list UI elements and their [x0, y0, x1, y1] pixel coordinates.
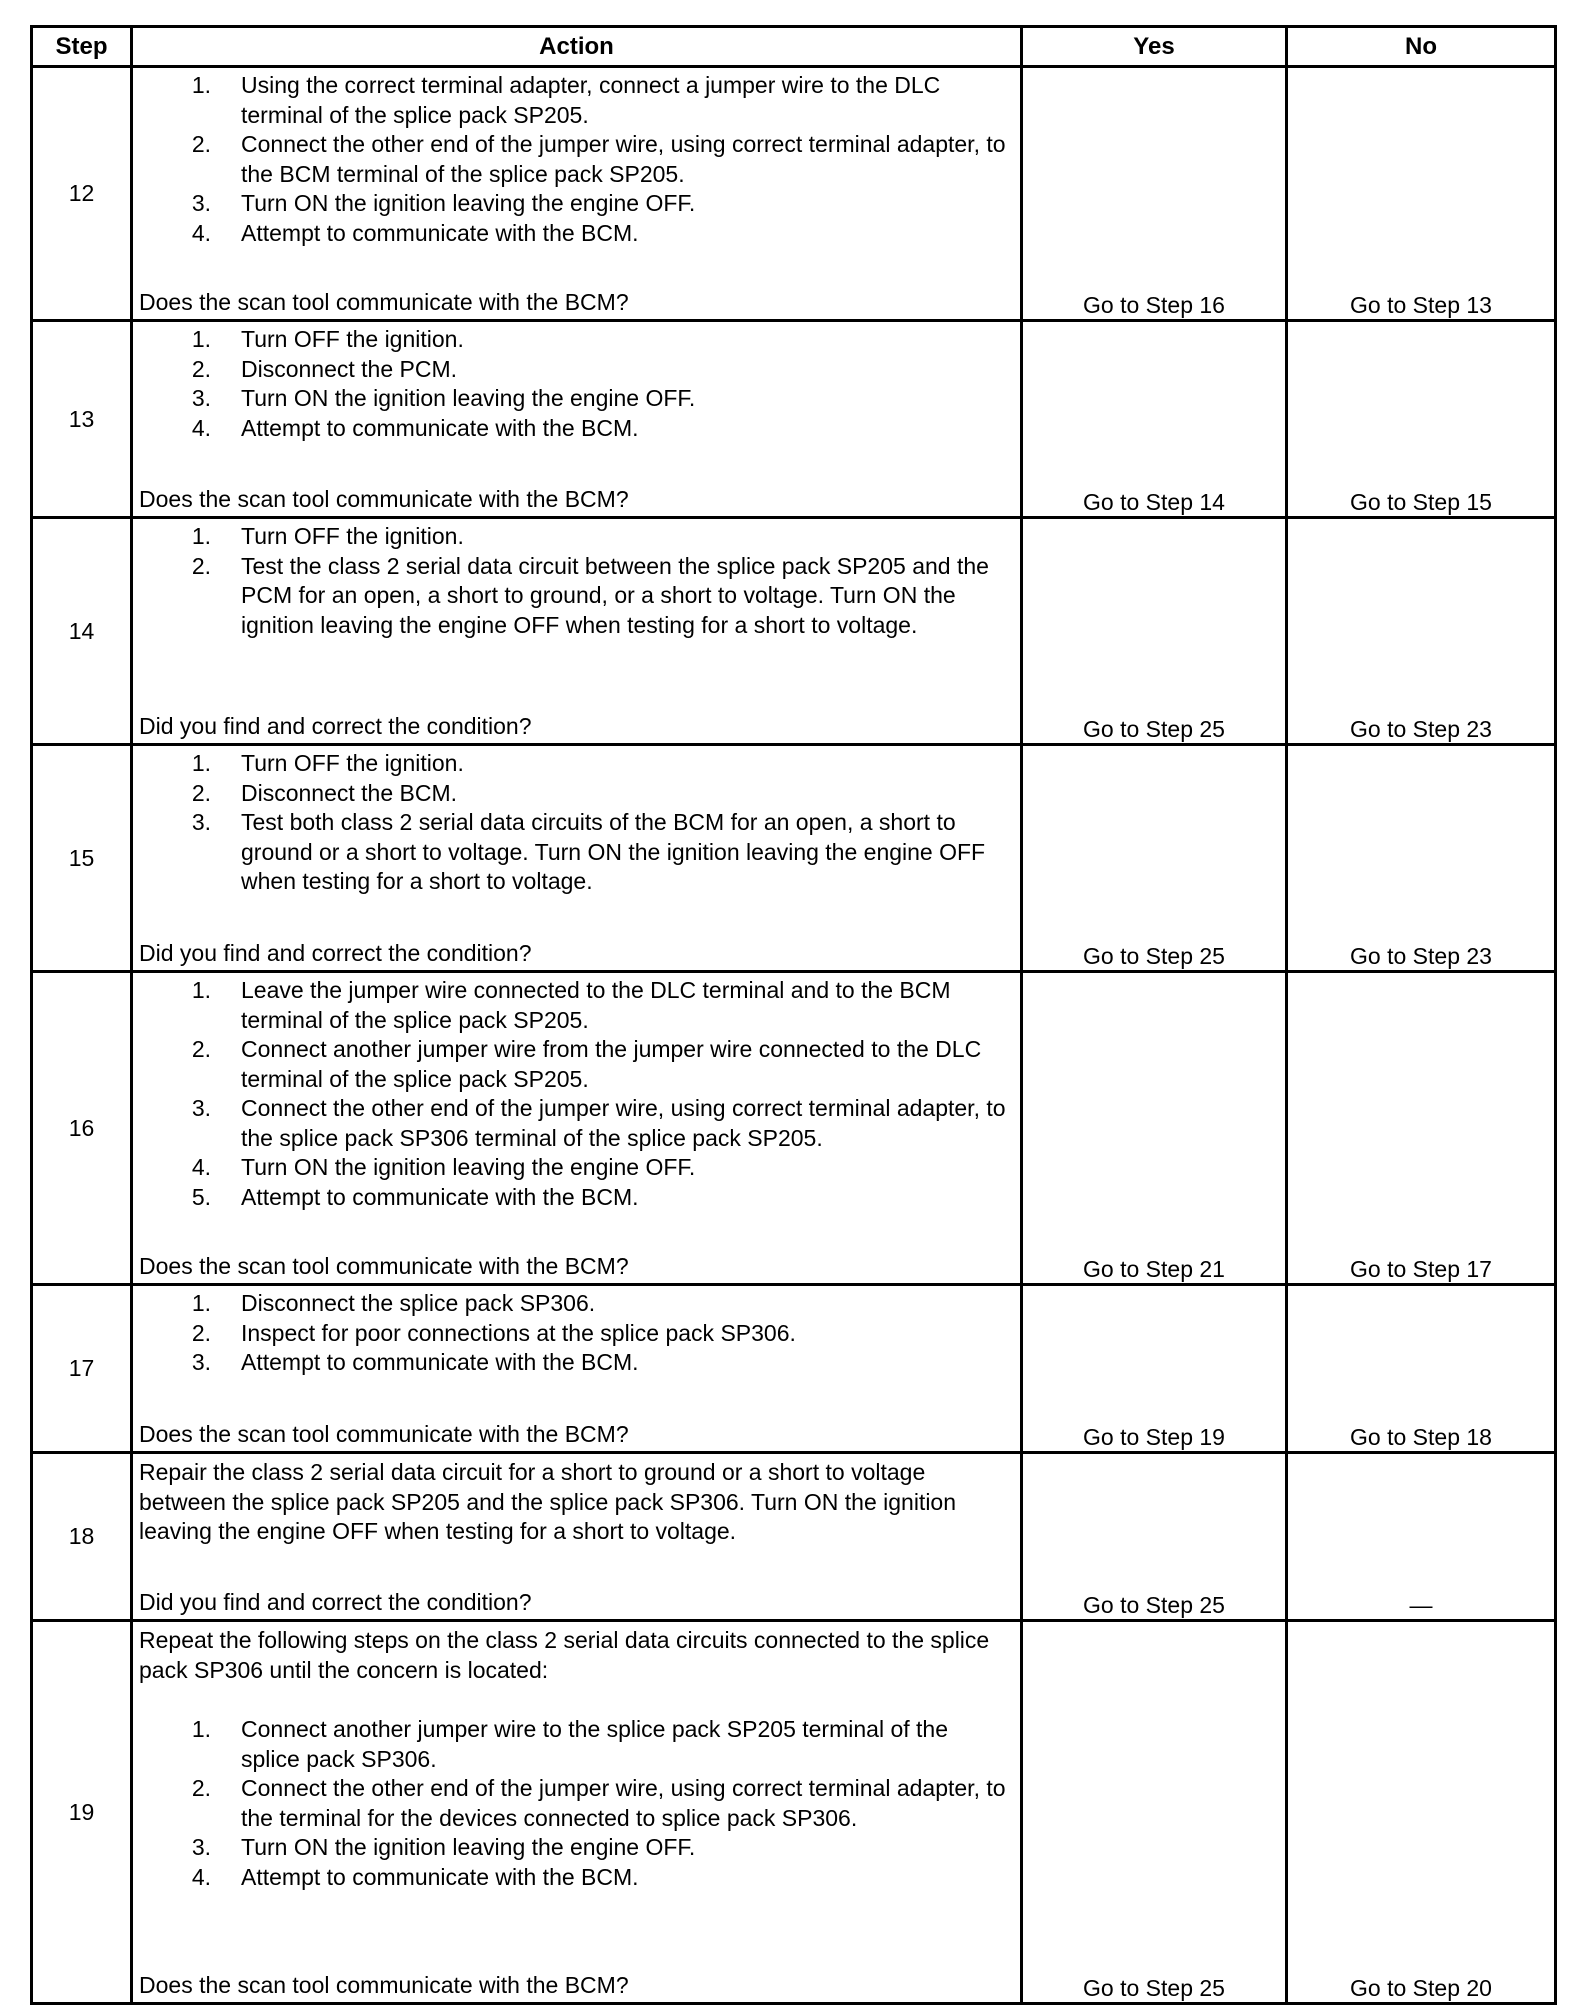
action-question: Does the scan tool communicate with the BCM?: [139, 485, 629, 512]
action-question: Did you find and correct the condition?: [139, 1588, 532, 1615]
action-content: [133, 973, 1020, 1283]
list-item-text: Disconnect the PCM.: [241, 355, 458, 382]
list-item: [133, 749, 1012, 779]
list-item: [133, 1774, 1012, 1833]
action-cell: [132, 1285, 1022, 1453]
action-question: Does the scan tool communicate with the BCM?: [139, 288, 629, 315]
action-steps-list: [133, 519, 1020, 640]
action-cell: [132, 518, 1022, 745]
action-question: Does the scan tool communicate with the BCM?: [139, 1252, 629, 1279]
yes-result: Go to Step 25: [1022, 745, 1287, 972]
list-item-number: 2.: [191, 1319, 211, 1346]
yes-result: Go to Step 21: [1022, 972, 1287, 1285]
action-cell: [132, 745, 1022, 972]
yes-result: Go to Step 25: [1022, 518, 1287, 745]
list-item-number: 4.: [191, 1154, 211, 1180]
step-number: 17: [32, 1285, 132, 1453]
action-content: [133, 322, 1020, 516]
list-item: [133, 189, 1012, 219]
header-no: No: [1287, 27, 1556, 67]
action-question: Does the scan tool communicate with the BCM?: [139, 1971, 629, 1998]
list-item: [133, 1863, 1012, 1893]
list-item: [133, 779, 1012, 809]
action-steps-list: [133, 1685, 1020, 1892]
list-item: [133, 1183, 1012, 1213]
list-item-number: 2.: [191, 131, 211, 157]
list-item-text: Attempt to communicate with the BCM.: [241, 1183, 639, 1210]
list-item-text: Connect the other end of the jumper wire, using correct terminal adapter, to the terminal for the devices connected to splice pack SP306.: [241, 1775, 1006, 1831]
action-content: [133, 519, 1020, 743]
list-item-number: 1.: [191, 326, 211, 352]
list-item-number: 1.: [191, 523, 211, 549]
list-item: [133, 976, 1012, 1035]
action-cell: [132, 67, 1022, 321]
list-item-text: Attempt to communicate with the BCM.: [241, 1863, 639, 1890]
list-item-number: 3.: [191, 1834, 211, 1860]
header-row: [32, 27, 1556, 67]
list-item: [133, 552, 1012, 641]
list-item-text: Attempt to communicate with the BCM.: [241, 1349, 639, 1375]
list-item: [133, 1319, 1012, 1349]
list-item-text: Turn OFF the ignition.: [241, 326, 464, 352]
yes-result: Go to Step 25: [1022, 1621, 1287, 2004]
action-steps-list: [133, 973, 1020, 1212]
action-question: Did you find and correct the condition?: [139, 939, 532, 966]
table-body: [32, 67, 1556, 2004]
step-number: 18: [32, 1453, 132, 1621]
list-item-text: Test the class 2 serial data circuit between the splice pack SP205 and the PCM for an open, a short to ground, or a short to voltage. Turn ON the ignition leaving the engine OFF when testing for a short to voltage.: [241, 552, 989, 638]
list-item: [133, 522, 1012, 552]
list-item: [133, 384, 1012, 414]
list-item-text: Disconnect the BCM.: [241, 779, 458, 806]
list-item-number: 1.: [191, 1290, 211, 1316]
list-item: [133, 808, 1012, 897]
list-item: [133, 1348, 1012, 1378]
action-steps-list: [133, 322, 1020, 443]
header-yes: Yes: [1022, 27, 1287, 67]
table-row: [32, 518, 1556, 745]
action-cell: [132, 321, 1022, 518]
list-item-number: 5.: [191, 1183, 211, 1210]
action-intro: Repeat the following steps on the class 2 serial data circuits connected to the splice pack SP306 until the concern is located:: [139, 1627, 990, 1683]
step-number: 14: [32, 518, 132, 745]
no-result: Go to Step 23: [1287, 745, 1556, 972]
list-item-text: Connect the other end of the jumper wire, using correct terminal adapter, to the BCM terminal of the splice pack SP205.: [241, 131, 1006, 187]
list-item-number: 3.: [191, 1095, 211, 1121]
action-question: Did you find and correct the condition?: [139, 712, 532, 739]
list-item-text: Turn ON the ignition leaving the engine OFF.: [241, 385, 696, 411]
no-result: Go to Step 15: [1287, 321, 1556, 518]
list-item: [133, 71, 1012, 130]
list-item-number: 2.: [191, 1036, 211, 1062]
list-item-text: Turn ON the ignition leaving the engine OFF.: [241, 1834, 696, 1860]
table-row: [32, 745, 1556, 972]
no-result: Go to Step 13: [1287, 67, 1556, 321]
list-item-text: Attempt to communicate with the BCM.: [241, 414, 639, 441]
list-item-number: 2.: [191, 1775, 211, 1801]
list-item-number: 4.: [191, 219, 211, 246]
list-item-number: 3.: [191, 385, 211, 411]
yes-result: Go to Step 16: [1022, 67, 1287, 321]
action-steps-list: [133, 746, 1020, 897]
table-row: [32, 1621, 1556, 2004]
action-steps-list: [133, 68, 1020, 248]
action-steps-list: [133, 1286, 1020, 1378]
action-content: [133, 1454, 1020, 1619]
step-number: 13: [32, 321, 132, 518]
step-number: 12: [32, 67, 132, 321]
diagnostic-table: [30, 25, 1557, 2005]
table-row: [32, 67, 1556, 321]
table-row: [32, 321, 1556, 518]
list-item-number: 2.: [191, 355, 211, 382]
header-action: Action: [132, 27, 1022, 67]
list-item-text: Connect another jumper wire to the splice pack SP205 terminal of the splice pack SP306.: [241, 1716, 948, 1772]
yes-result: Go to Step 14: [1022, 321, 1287, 518]
list-item-number: 4.: [191, 1863, 211, 1890]
yes-result: Go to Step 25: [1022, 1453, 1287, 1621]
step-number: 16: [32, 972, 132, 1285]
no-result: —: [1287, 1453, 1556, 1621]
yes-result: Go to Step 19: [1022, 1285, 1287, 1453]
list-item: [133, 414, 1012, 444]
list-item: [133, 1094, 1012, 1153]
action-question: Does the scan tool communicate with the BCM?: [139, 1420, 629, 1447]
list-item: [133, 1289, 1012, 1319]
action-content: [133, 1622, 1020, 2002]
header-step: Step: [32, 27, 132, 67]
list-item-number: 2.: [191, 552, 211, 579]
action-content: [133, 1286, 1020, 1451]
list-item: [133, 355, 1012, 385]
list-item-text: Turn ON the ignition leaving the engine OFF.: [241, 1154, 696, 1180]
list-item: [133, 219, 1012, 249]
list-item-text: Leave the jumper wire connected to the DLC terminal and to the BCM terminal of the splice pack SP205.: [241, 977, 951, 1033]
action-cell: [132, 972, 1022, 1285]
list-item-number: 1.: [191, 750, 211, 776]
list-item-number: 4.: [191, 414, 211, 441]
list-item-number: 1.: [191, 72, 211, 98]
list-item-number: 3.: [191, 809, 211, 835]
list-item-number: 1.: [191, 977, 211, 1003]
no-result: Go to Step 20: [1287, 1621, 1556, 2004]
list-item: [133, 1833, 1012, 1863]
list-item-text: Turn OFF the ignition.: [241, 750, 464, 776]
table-row: [32, 1453, 1556, 1621]
list-item-text: Inspect for poor connections at the splice pack SP306.: [241, 1319, 796, 1346]
list-item-text: Turn OFF the ignition.: [241, 523, 464, 549]
list-item-text: Connect the other end of the jumper wire, using correct terminal adapter, to the splice pack SP306 terminal of the splice pack SP205.: [241, 1095, 1006, 1151]
list-item: [133, 325, 1012, 355]
action-intro: Repair the class 2 serial data circuit for a short to ground or a short to voltage between the splice pack SP205 and the splice pack SP306. Turn ON the ignition leaving the engine OFF when testing for a short to voltage.: [139, 1459, 957, 1544]
list-item-number: 1.: [191, 1716, 211, 1742]
action-cell: [132, 1453, 1022, 1621]
list-item-text: Disconnect the splice pack SP306.: [241, 1290, 596, 1316]
list-item-text: Test both class 2 serial data circuits of the BCM for an open, a short to ground or a short to voltage. Turn ON the ignition leaving the engine OFF when testing for a short to voltage.: [241, 809, 986, 894]
list-item-number: 3.: [191, 190, 211, 216]
list-item-number: 2.: [191, 779, 211, 806]
list-item-number: 3.: [191, 1349, 211, 1375]
list-item: [133, 1035, 1012, 1094]
list-item-text: Turn ON the ignition leaving the engine OFF.: [241, 190, 696, 216]
table-row: [32, 972, 1556, 1285]
no-result: Go to Step 18: [1287, 1285, 1556, 1453]
action-content: [133, 68, 1020, 319]
list-item-text: Using the correct terminal adapter, connect a jumper wire to the DLC terminal of the splice pack SP205.: [241, 72, 941, 128]
list-item-text: Connect another jumper wire from the jumper wire connected to the DLC terminal of the splice pack SP205.: [241, 1036, 982, 1092]
no-result: Go to Step 17: [1287, 972, 1556, 1285]
action-cell: [132, 1621, 1022, 2004]
action-content: [133, 746, 1020, 970]
step-number: 19: [32, 1621, 132, 2004]
list-item: [133, 1715, 1012, 1774]
step-number: 15: [32, 745, 132, 972]
list-item: [133, 130, 1012, 189]
list-item: [133, 1153, 1012, 1183]
list-item-text: Attempt to communicate with the BCM.: [241, 219, 639, 246]
no-result: Go to Step 23: [1287, 518, 1556, 745]
table-row: [32, 1285, 1556, 1453]
